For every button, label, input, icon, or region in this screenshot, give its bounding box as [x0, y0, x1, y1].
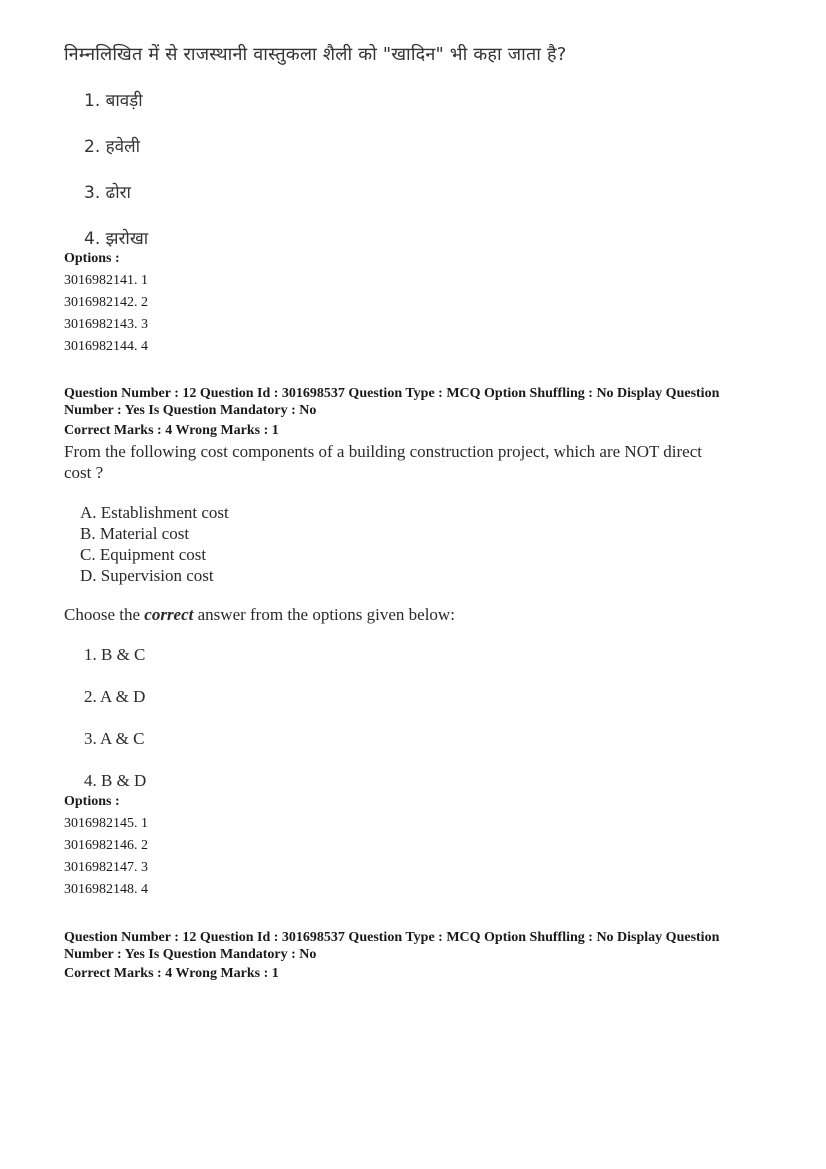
question-marks: Correct Marks : 4 Wrong Marks : 1	[64, 423, 279, 438]
question-meta-line2: Number : Yes Is Question Mandatory : No	[64, 947, 317, 962]
answer-option-1: 1. B & C	[84, 645, 146, 664]
options-label: Options :	[64, 251, 120, 266]
options-label: Options :	[64, 794, 120, 809]
option-id-row: 3016982148. 4	[64, 882, 148, 897]
answer-option-4: 4. B & D	[84, 771, 147, 790]
statement-c: C. Equipment cost	[80, 545, 207, 564]
statement-a: A. Establishment cost	[80, 503, 229, 522]
hindi-option-3: 3. ढोरा	[84, 183, 131, 203]
answer-option-2: 2. A & D	[84, 687, 146, 706]
option-id-row: 3016982144. 4	[64, 339, 148, 354]
hindi-option-2: 2. हवेली	[84, 137, 141, 157]
hindi-option-1: 1. बावड़ी	[84, 91, 143, 111]
option-id-row: 3016982146. 2	[64, 838, 148, 853]
question-marks: Correct Marks : 4 Wrong Marks : 1	[64, 966, 279, 981]
option-id-row: 3016982143. 3	[64, 317, 148, 332]
option-id-row: 3016982142. 2	[64, 295, 148, 310]
hindi-question-text: निम्नलिखित में से राजस्थानी वास्तुकला शैली को "खादिन" भी कहा जाता है?	[64, 44, 567, 65]
answer-option-3: 3. A & C	[84, 729, 145, 748]
statement-d: D. Supervision cost	[80, 566, 214, 585]
question-meta-line2: Number : Yes Is Question Mandatory : No	[64, 403, 317, 418]
question-text-line2: cost ?	[64, 463, 104, 482]
choose-instruction: Choose the correct answer from the options given below:	[64, 605, 455, 624]
statement-b: B. Material cost	[80, 524, 190, 543]
choose-emphasis: correct	[144, 605, 194, 624]
question-text-line1: From the following cost components of a building construction project, which are NOT direct	[64, 442, 702, 461]
question-meta-line1: Question Number : 12 Question Id : 301698537 Question Type : MCQ Option Shuffling : No Display Question	[64, 930, 720, 945]
option-id-row: 3016982141. 1	[64, 273, 148, 288]
question-meta-line1: Question Number : 12 Question Id : 301698537 Question Type : MCQ Option Shuffling : No Display Question	[64, 386, 720, 401]
option-id-row: 3016982147. 3	[64, 860, 148, 875]
option-id-row: 3016982145. 1	[64, 816, 148, 831]
hindi-option-4: 4. झरोखा	[84, 229, 149, 249]
